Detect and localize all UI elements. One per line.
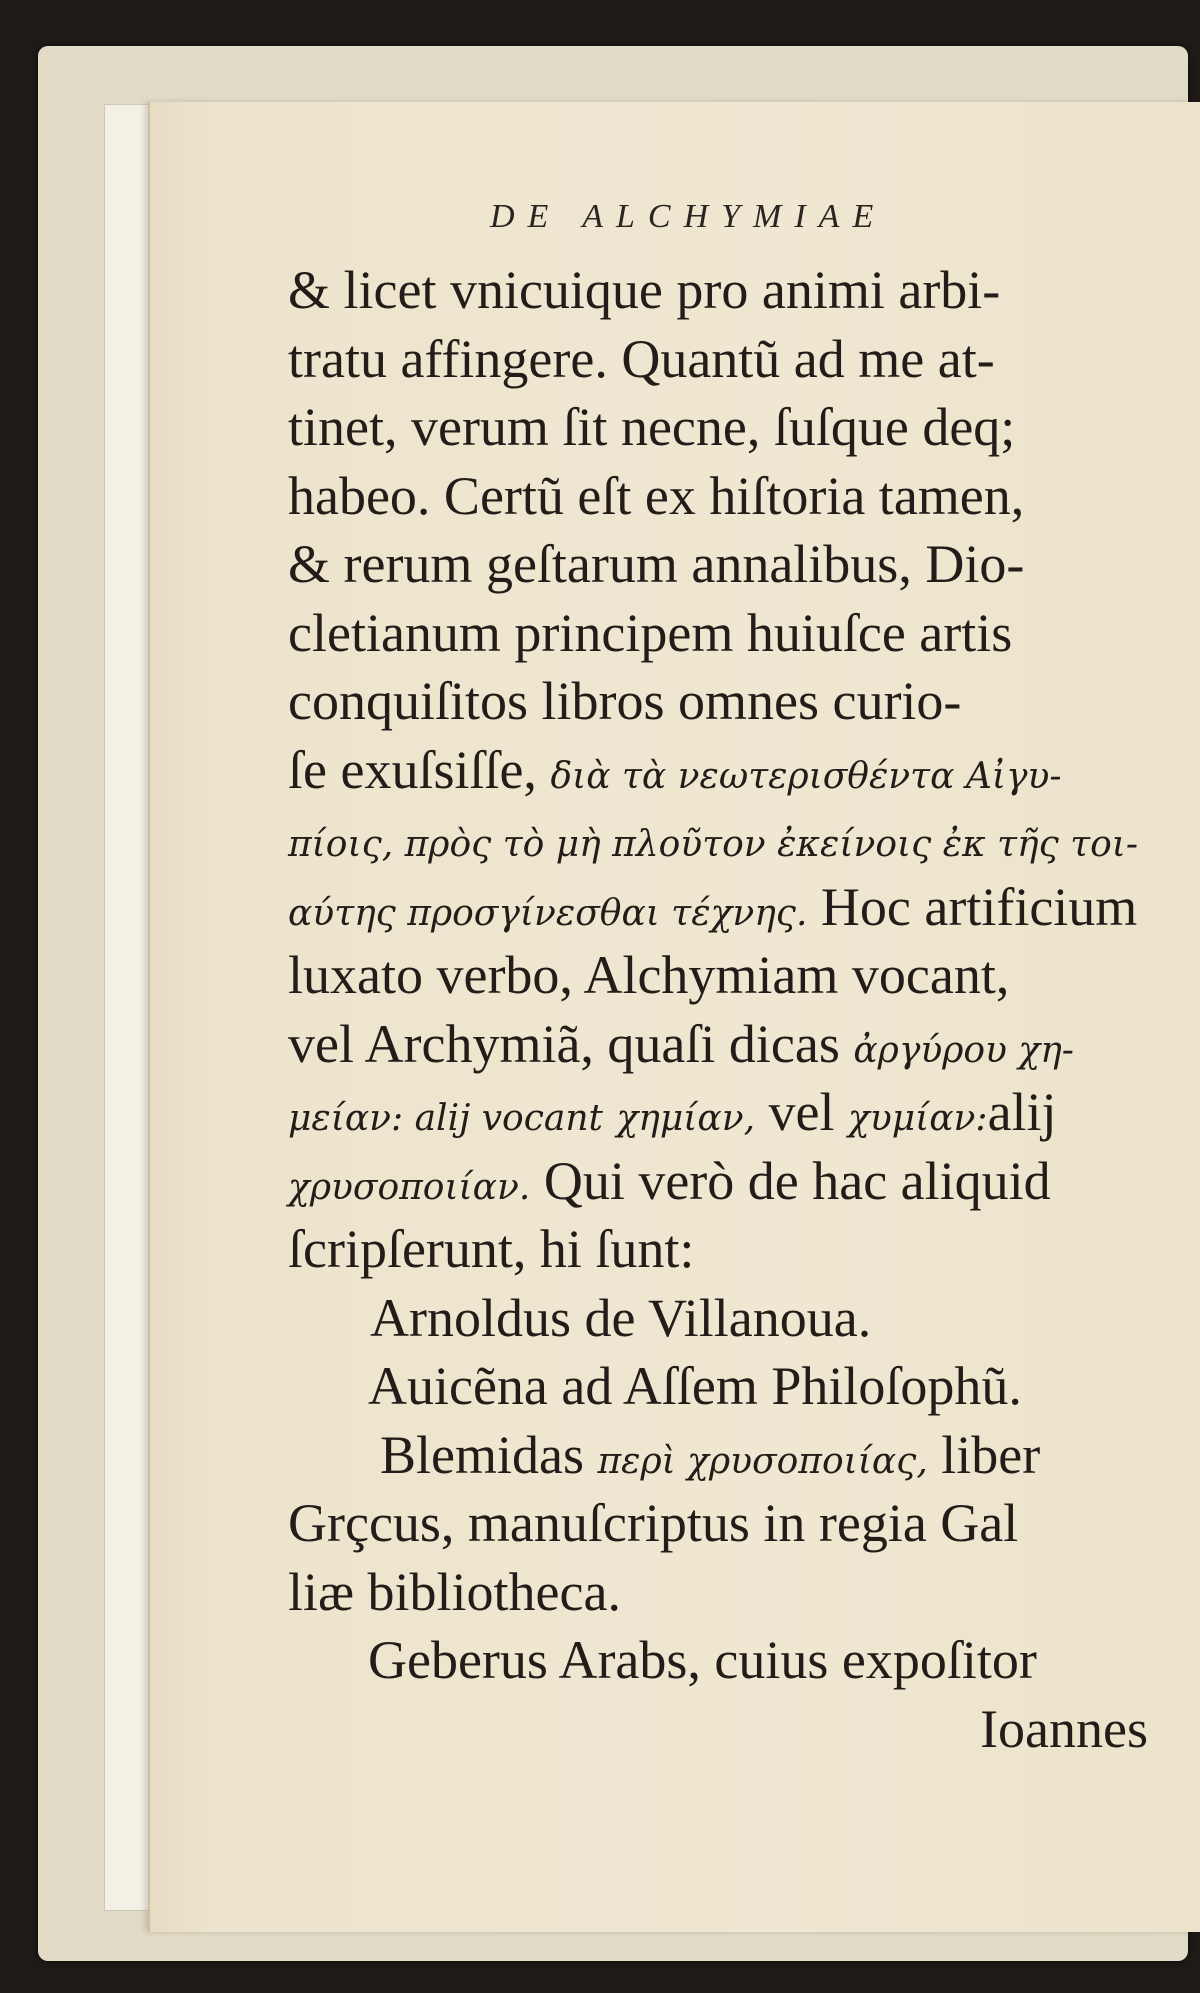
- greek-fragment: ἀργύρου χη-: [853, 1029, 1074, 1071]
- page-text: [288, 256, 1148, 1763]
- list-item: Arnoldus de Villanoua.: [370, 1287, 872, 1348]
- text-fragment: Qui verò de hac aliquid: [543, 1150, 1051, 1211]
- running-header: DE ALCHYMIAE: [490, 198, 887, 235]
- catchword: Ioannes: [980, 1698, 1148, 1759]
- greek-fragment: αύτης προσγίνεσθαι τέχνης.: [288, 892, 808, 934]
- list-item: Geberus Arabs, cuius expoſitor: [368, 1630, 1037, 1690]
- list-item: [288, 1421, 1148, 1490]
- text-line: tinet, verum ſit necne, ſuſque deq;: [288, 397, 1016, 457]
- text-fragment: Blemidas: [380, 1424, 584, 1485]
- text-fragment: ſe exuſsiſſe,: [288, 739, 537, 800]
- greek-fragment: χρυσοποιίαν.: [288, 1166, 531, 1208]
- text-line: conquiſitos libros omnes curio-: [288, 671, 962, 731]
- text-line: & licet vnicuique pro animi arbi-: [288, 260, 1001, 320]
- text-line: [288, 736, 1148, 805]
- text-fragment: liber: [941, 1424, 1041, 1485]
- text-line: liæ bibliotheca.: [288, 1561, 621, 1622]
- text-fragment: alij: [987, 1082, 1057, 1142]
- text-fragment: vel: [768, 1082, 835, 1142]
- greek-fragment: χημίαν,: [616, 1098, 756, 1139]
- greek-fragment: πίοις, πρὸς τὸ μὴ πλοῦτον ἐκείνοις ἐκ τῆς τοι-: [288, 824, 1139, 865]
- list-item: Auicẽna ad Aſſem Philoſophũ.: [368, 1356, 1022, 1416]
- text-line: Grçcus, manuſcriptus in regia Gal: [288, 1493, 1019, 1553]
- text-line: [288, 1147, 1148, 1216]
- text-line: ſcripſerunt, hi ſunt:: [288, 1219, 695, 1279]
- text-fragment: Hoc artificium: [820, 876, 1138, 937]
- text-line: cletianum principem huiuſce artis: [288, 602, 1013, 663]
- text-line: luxato verbo, Alchymiam vocant,: [288, 945, 1010, 1005]
- greek-fragment: χυμίαν:: [848, 1098, 988, 1139]
- text-line: [288, 1078, 1148, 1147]
- text-line: habeo. Certũ eſt ex hiſtoria tamen,: [288, 465, 1025, 526]
- greek-fragment: διὰ τὰ νεωτερισθέντα Αἰγυ-: [550, 755, 1062, 797]
- text-line: tratu affingere. Quantũ ad me at-: [288, 328, 995, 389]
- text-line: [288, 1010, 1148, 1079]
- text-line: [288, 804, 1148, 873]
- greek-fragment: περὶ χρυσοποιίας,: [597, 1440, 928, 1482]
- text-line: [288, 873, 1148, 942]
- text-line: & rerum geſtarum annalibus, Dio-: [288, 534, 1025, 594]
- greek-fragment: μείαν: alij vocant: [288, 1098, 603, 1139]
- text-fragment: vel Archymiã, quaſi dicas: [288, 1013, 840, 1074]
